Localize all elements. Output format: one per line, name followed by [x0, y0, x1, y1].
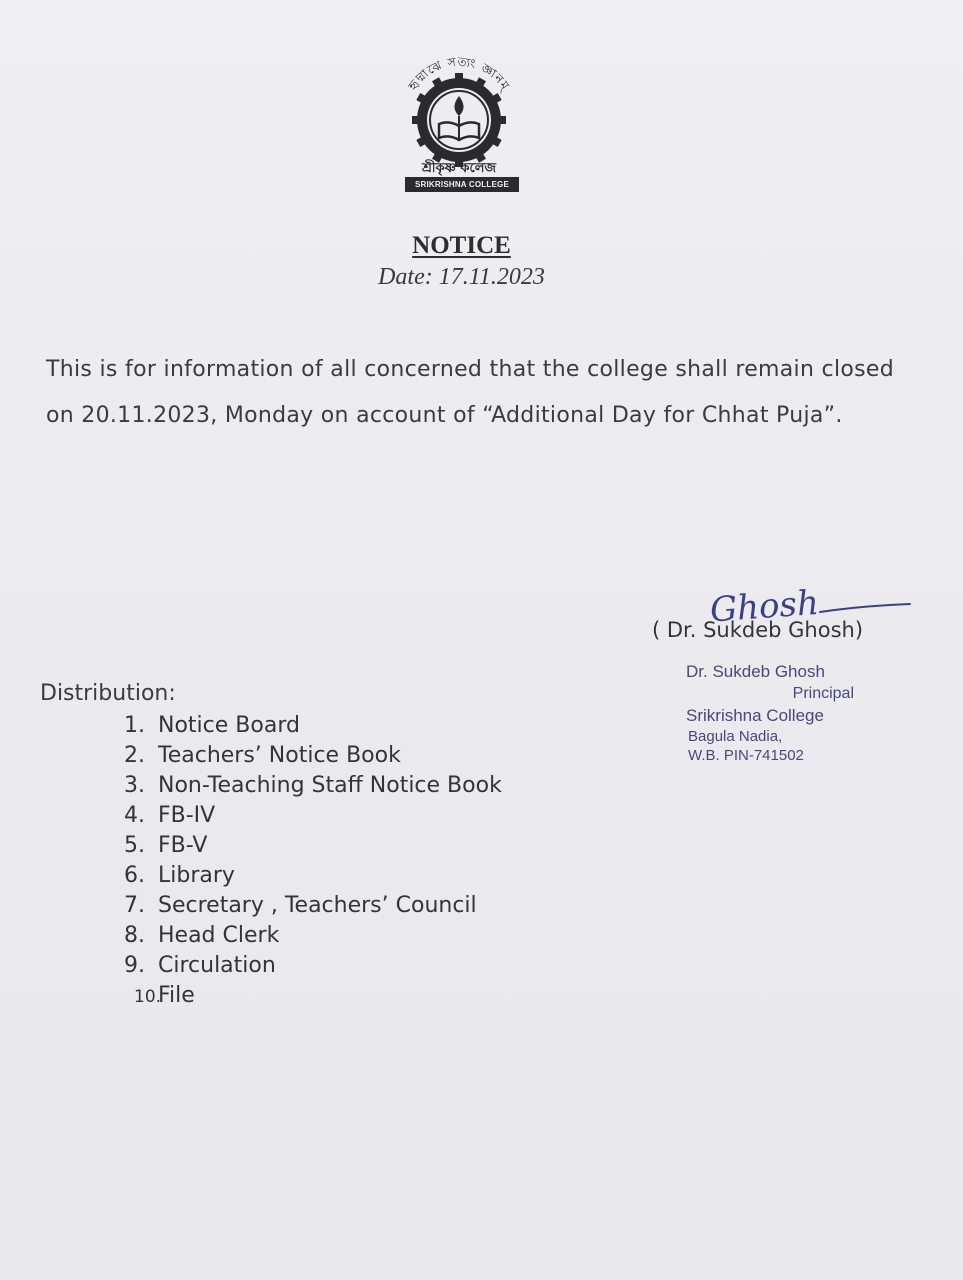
stamp-name: Dr. Sukdeb Ghosh — [686, 662, 825, 681]
stamp-address-line2: W.B. PIN-741502 — [688, 747, 804, 764]
notice-date: Date: 17.11.2023 — [378, 264, 545, 290]
notice-body: This is for information of all concerned that the college shall remain closed on 20.11.2023, Monday on account of “Additional Day for Chhat Puja”. — [46, 357, 894, 428]
stamp-address-line1: Bagula Nadia, — [688, 728, 783, 745]
logo-name-bengali: শ্রীকৃষ্ণ কলেজ — [421, 161, 497, 176]
list-item — [124, 921, 502, 951]
list-item-text: Teachers’ Notice Book — [158, 743, 401, 768]
notice-title — [0, 232, 923, 260]
list-item-number: 9. — [124, 953, 145, 978]
list-item — [124, 951, 502, 981]
list-item-number: 4. — [124, 803, 145, 828]
principal-stamp — [684, 660, 864, 765]
list-item — [124, 891, 502, 921]
list-item-text: FB-V — [158, 833, 208, 858]
stamp-role: Principal — [792, 685, 854, 702]
list-item-text: Head Clerk — [158, 923, 280, 948]
list-item-number: 1. — [124, 713, 145, 738]
distribution-list — [124, 711, 502, 1011]
svg-text:হৃদ্মাঝে সত্যং জ্ঞানম্: হৃদ্মাঝে সত্যং জ্ঞানম্ — [405, 54, 513, 93]
list-item-text: File — [158, 983, 195, 1008]
distribution-label: Distribution: — [40, 681, 176, 706]
list-item — [124, 981, 502, 1011]
list-item-text: Non-Teaching Staff Notice Book — [158, 773, 502, 798]
list-item-number: 5. — [124, 833, 145, 858]
list-item — [124, 741, 502, 771]
list-item-number: 8. — [124, 923, 145, 948]
list-item — [124, 771, 502, 801]
stamp-college: Srikrishna College — [686, 706, 824, 725]
notice-title-text: NOTICE — [412, 232, 511, 259]
list-item-number: 6. — [124, 863, 145, 888]
list-item-text: Secretary , Teachers’ Council — [158, 893, 477, 918]
signature-text: Ghosh — [708, 582, 821, 631]
list-item-number: 10. — [134, 987, 162, 1007]
signatory-name: ( Dr. Sukdeb Ghosh) — [652, 618, 864, 642]
list-item — [124, 711, 502, 741]
college-logo — [393, 48, 525, 196]
list-item-text: FB-IV — [158, 803, 216, 828]
list-item-text: Library — [158, 863, 235, 888]
list-item-text: Notice Board — [158, 713, 300, 738]
list-item — [124, 801, 502, 831]
list-item — [124, 831, 502, 861]
list-item — [124, 861, 502, 891]
list-item-text: Circulation — [158, 953, 276, 978]
list-item-number: 2. — [124, 743, 145, 768]
list-item-number: 7. — [124, 893, 145, 918]
logo-caption: SRIKRISHNA COLLEGE — [405, 177, 519, 192]
list-item-number: 3. — [124, 773, 145, 798]
